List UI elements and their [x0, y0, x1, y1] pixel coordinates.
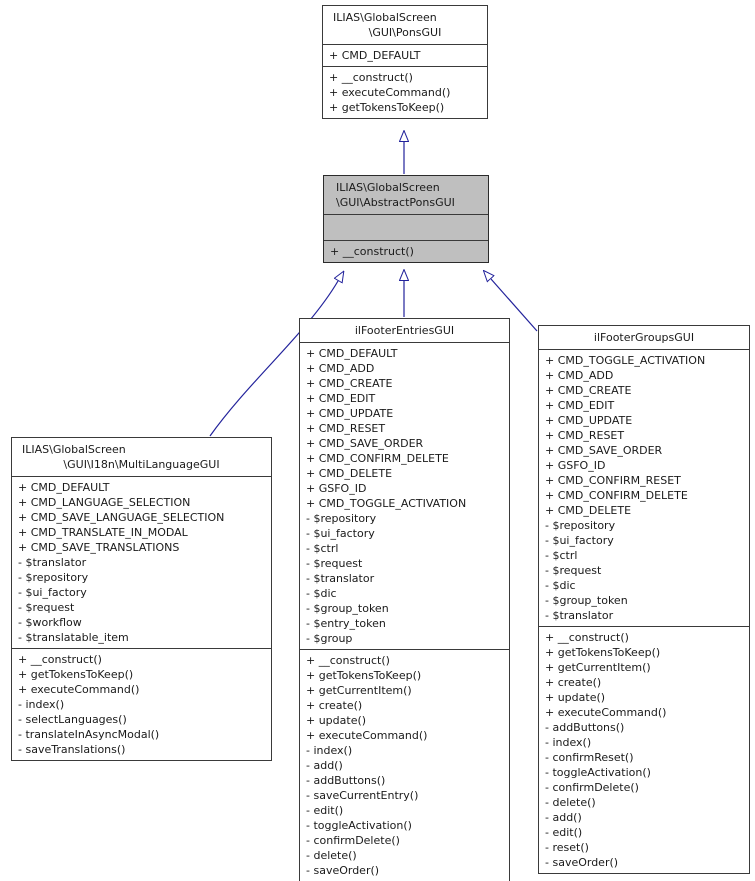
class-title-line: ILIAS\GlobalScreen [333, 11, 437, 24]
method-row: - delete() [545, 796, 596, 809]
class-title [323, 6, 487, 44]
attribute-row: + CMD_SAVE_ORDER [545, 444, 663, 457]
attribute-row: - $group_token [306, 602, 389, 615]
attribute-row: + CMD_UPDATE [545, 414, 633, 427]
attribute-row: - $ui_factory [18, 586, 87, 599]
attribute-row: + CMD_EDIT [306, 392, 376, 405]
method-row: + executeCommand() [18, 683, 140, 696]
method-row: + getCurrentItem() [545, 661, 651, 674]
method-row: - saveOrder() [545, 856, 619, 869]
attribute-row: - $dic [306, 587, 337, 600]
attributes-section [324, 214, 488, 240]
class-title [539, 326, 749, 349]
method-row: + update() [306, 714, 367, 727]
method-row: + create() [545, 676, 602, 689]
class-node-ponsgui[interactable] [322, 5, 488, 119]
attribute-row: - $dic [545, 579, 576, 592]
attribute-row: + CMD_DEFAULT [18, 481, 110, 494]
methods-section [300, 649, 509, 881]
method-row: - index() [306, 744, 353, 757]
method-row: + update() [545, 691, 606, 704]
methods-section [539, 626, 749, 873]
method-row: - edit() [306, 804, 344, 817]
attribute-row: + CMD_RESET [545, 429, 625, 442]
method-row: - saveCurrentEntry() [306, 789, 419, 802]
attribute-row: + CMD_UPDATE [306, 407, 394, 420]
attribute-row: - $ctrl [306, 542, 339, 555]
attribute-row: + CMD_TOGGLE_ACTIVATION [306, 497, 467, 510]
method-row: - saveTranslations() [18, 743, 126, 756]
attributes-section [300, 342, 509, 649]
class-title-line: \GUI\PonsGUI [368, 26, 442, 39]
method-row: - delete() [306, 849, 357, 862]
method-row: + executeCommand() [306, 729, 428, 742]
attribute-row: + CMD_EDIT [545, 399, 615, 412]
method-row: - add() [545, 811, 582, 824]
class-title-line: ILIAS\GlobalScreen [336, 181, 440, 194]
attributes-section [12, 476, 271, 648]
attribute-row: + CMD_CONFIRM_RESET [545, 474, 681, 487]
method-row: - index() [545, 736, 592, 749]
attributes-section [323, 44, 487, 66]
attribute-row: - $group_token [545, 594, 628, 607]
class-title-line: ilFooterGroupsGUI [593, 331, 695, 344]
method-row: + executeCommand() [329, 86, 451, 99]
method-row: + __construct() [545, 631, 629, 644]
class-title-line: ILIAS\GlobalScreen [22, 443, 126, 456]
attribute-row: - $ctrl [545, 549, 578, 562]
attribute-row: + GSFO_ID [306, 482, 367, 495]
attribute-row: - $ui_factory [306, 527, 375, 540]
method-row: - toggleActivation() [545, 766, 651, 779]
class-title [12, 438, 271, 476]
class-title-line: ilFooterEntriesGUI [354, 324, 455, 337]
attribute-row: - $group [306, 632, 353, 645]
attribute-row: + GSFO_ID [545, 459, 606, 472]
method-row: + __construct() [306, 654, 390, 667]
attribute-row: - $request [18, 601, 75, 614]
method-row: + __construct() [330, 245, 414, 258]
attribute-row: + CMD_SAVE_TRANSLATIONS [18, 541, 180, 554]
attribute-row: + CMD_ADD [306, 362, 375, 375]
class-node-abstractponsgui[interactable] [323, 175, 489, 263]
method-row: - confirmDelete() [545, 781, 639, 794]
method-row: - addButtons() [545, 721, 625, 734]
attribute-row: + CMD_DEFAULT [329, 49, 421, 62]
methods-section [12, 648, 271, 760]
attribute-row: + CMD_TOGGLE_ACTIVATION [545, 354, 706, 367]
method-row: - selectLanguages() [18, 713, 127, 726]
attribute-row: + CMD_DELETE [306, 467, 393, 480]
method-row: + __construct() [329, 71, 413, 84]
method-row: - confirmDelete() [306, 834, 400, 847]
attribute-row: + CMD_SAVE_LANGUAGE_SELECTION [18, 511, 225, 524]
method-row: - index() [18, 698, 65, 711]
attribute-row: + CMD_CREATE [545, 384, 632, 397]
attribute-row: - $request [545, 564, 602, 577]
attribute-row: - $translator [545, 609, 614, 622]
attribute-row: - $ui_factory [545, 534, 614, 547]
method-row: + create() [306, 699, 363, 712]
attribute-row: + CMD_CONFIRM_DELETE [545, 489, 688, 502]
method-row: + __construct() [18, 653, 102, 666]
attribute-row: + CMD_DEFAULT [306, 347, 398, 360]
attribute-row: - $repository [306, 512, 377, 525]
method-row: - toggleActivation() [306, 819, 412, 832]
method-row: + getCurrentItem() [306, 684, 412, 697]
attribute-row: - $repository [545, 519, 616, 532]
attribute-row: + CMD_TRANSLATE_IN_MODAL [18, 526, 188, 539]
method-row: - reset() [545, 841, 589, 854]
method-row: - addButtons() [306, 774, 386, 787]
methods-section [324, 240, 488, 262]
class-title-line: \GUI\I18n\MultiLanguageGUI [63, 458, 220, 471]
method-row: + getTokensToKeep() [545, 646, 661, 659]
attribute-row: + CMD_CONFIRM_DELETE [306, 452, 449, 465]
attribute-row: - $workflow [18, 616, 82, 629]
attributes-section [539, 349, 749, 626]
attribute-row: + CMD_RESET [306, 422, 386, 435]
class-node-multilanguagegui[interactable] [11, 437, 272, 761]
attribute-row: + CMD_LANGUAGE_SELECTION [18, 496, 191, 509]
method-row: - translateInAsyncModal() [18, 728, 160, 741]
attribute-row: - $translatable_item [18, 631, 129, 644]
attribute-row: + CMD_CREATE [306, 377, 393, 390]
class-node-ilfooterentriesgui[interactable] [299, 318, 510, 881]
class-title [300, 319, 509, 342]
attribute-row: + CMD_ADD [545, 369, 614, 382]
attribute-row: - $repository [18, 571, 89, 584]
attribute-row: - $translator [18, 556, 87, 569]
method-row: - saveOrder() [306, 864, 380, 877]
method-row: - edit() [545, 826, 583, 839]
method-row: + executeCommand() [545, 706, 667, 719]
method-row: + getTokensToKeep() [329, 101, 445, 114]
methods-section [323, 66, 487, 118]
attribute-row: + CMD_DELETE [545, 504, 632, 517]
method-row: - add() [306, 759, 343, 772]
class-title [324, 176, 488, 214]
method-row: + getTokensToKeep() [306, 669, 422, 682]
class-title-line: \GUI\AbstractPonsGUI [336, 196, 455, 209]
attribute-row: + CMD_SAVE_ORDER [306, 437, 424, 450]
method-row: + getTokensToKeep() [18, 668, 134, 681]
class-node-ilfootergroupsgui[interactable] [538, 325, 750, 874]
attribute-row: - $entry_token [306, 617, 386, 630]
attribute-row: - $request [306, 557, 363, 570]
attribute-row: - $translator [306, 572, 375, 585]
method-row: - confirmReset() [545, 751, 634, 764]
